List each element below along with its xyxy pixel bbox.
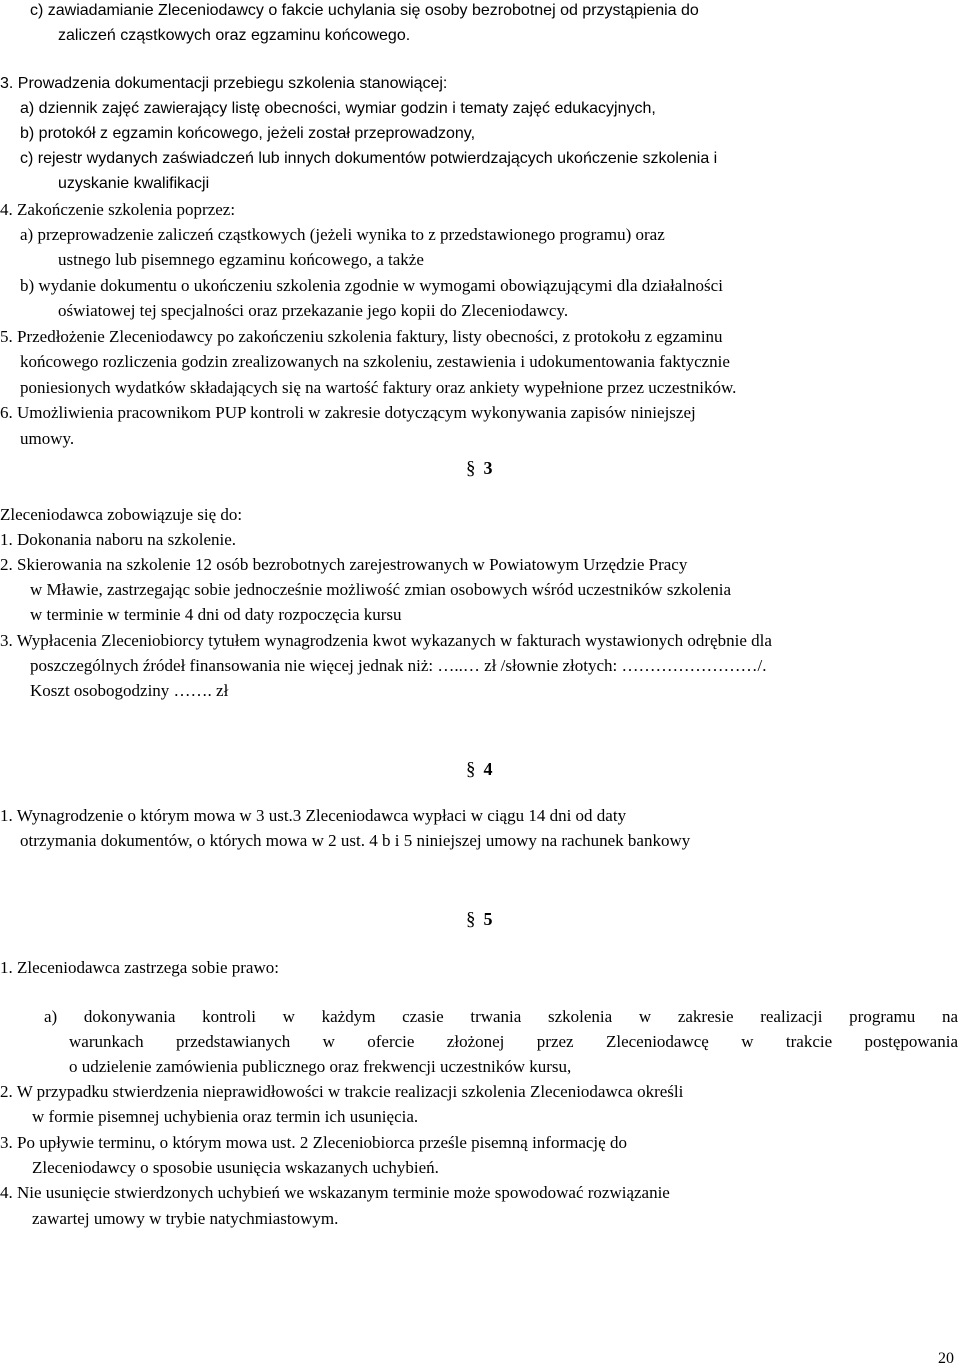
item-4-b-line-1: b) wydanie dokumentu o ukończeniu szkolenia zgodnie w wymogami obowiązującymi dla działalności	[20, 276, 723, 295]
section-number: 3	[483, 458, 493, 478]
section-5-item-1-a-line-2: warunkach przedstawianych w ofercie złożonej przez Zleceniodawcę w trakcie postępowania	[69, 1032, 958, 1051]
section-3-item-2-line-1: 2. Skierowania na szkolenie 12 osób bezrobotnych zarejestrowanych w Powiatowym Urzędzie Pracy	[0, 555, 688, 574]
section-sign: §	[466, 458, 476, 479]
item-3-c-line-2: uzyskanie kwalifikacji	[58, 175, 210, 192]
item-3-heading: 3. Prowadzenia dokumentacji przebiegu szkolenia stanowiącej:	[0, 75, 448, 92]
item-4-heading: 4. Zakończenie szkolenia poprzez:	[0, 200, 236, 219]
section-3-item-3-line-3: Koszt osobogodziny ……. zł	[30, 681, 229, 700]
section-3-item-2-line-2: w Mławie, zastrzegając sobie jednocześnie możliwość zmian osobowych wśród uczestników szkolenia	[30, 580, 732, 599]
item-5-line-2: końcowego rozliczenia godzin zrealizowanych na szkoleniu, zestawienia i udokumentowania faktycznie	[20, 352, 730, 371]
section-sign: §	[466, 909, 476, 930]
section-sign: §	[466, 759, 476, 780]
section-4-heading	[466, 757, 493, 783]
section-5-item-2-line-1: 2. W przypadku stwierdzenia nieprawidłowości w trakcie realizacji szkolenia Zleceniodawca określi	[0, 1082, 684, 1101]
item-3-b: b) protokół z egzamin końcowego, jeżeli został przeprowadzony,	[20, 125, 476, 142]
item-4-b-line-2: oświatowej tej specjalności oraz przekazanie jego kopii do Zleceniodawcy.	[58, 301, 569, 320]
section-5-heading	[466, 907, 493, 933]
section-3-intro: Zleceniodawca zobowiązuje się do:	[0, 505, 243, 524]
section-5-item-3-line-2: Zleceniodawcy o sposobie usunięcia wskazanych uchybień.	[32, 1158, 439, 1177]
section-5-item-4-line-2: zawartej umowy w trybie natychmiastowym.	[32, 1209, 339, 1228]
section-3-item-3-line-2: poszczególnych źródeł finansowania nie więcej jednak niż: …..… zł /słownie złotych: ……………………/.	[30, 656, 767, 675]
item-5-line-3: poniesionych wydatków składających się na wartość faktury oraz ankiety wypełnione przez uczestników.	[20, 378, 737, 397]
item-4-a-line-2: ustnego lub pisemnego egzaminu końcowego, a także	[58, 250, 424, 269]
section-3-heading	[466, 456, 493, 482]
section-5-item-1-a-line-1: a) dokonywania kontroli w każdym czasie trwania szkolenia w zakresie realizacji programu na	[44, 1007, 958, 1026]
section-number: 4	[483, 759, 493, 779]
section-4-item-1-line-1: 1. Wynagrodzenie o którym mowa w 3 ust.3 Zleceniodawca wypłaci w ciągu 14 dni od daty	[0, 806, 627, 825]
section-5-item-2-line-2: w formie pisemnej uchybienia oraz termin ich usunięcia.	[32, 1107, 419, 1126]
item-3-a: a) dziennik zajęć zawierający listę obecności, wymiar godzin i tematy zajęć edukacyjnych,	[20, 100, 656, 117]
item-6-line-1: 6. Umożliwienia pracownikom PUP kontroli w zakresie dotyczącym wykonywania zapisów niniejszej	[0, 403, 696, 422]
section-5-item-3-line-1: 3. Po upływie terminu, o którym mowa ust. 2 Zleceniobiorca prześle pisemną informację do	[0, 1133, 627, 1152]
section-5-item-1-a-line-3: o udzielenie zamówienia publicznego oraz frekwencji uczestników kursu,	[69, 1057, 572, 1076]
section-3-item-3-line-1: 3. Wypłacenia Zleceniobiorcy tytułem wynagrodzenia kwot wykazanych w fakturach wystawionych odrębnie dla	[0, 631, 772, 650]
item-c-line-1: c) zawiadamianie Zleceniodawcy o fakcie uchylania się osoby bezrobotnej od przystąpienia do	[30, 2, 699, 19]
page-number: 20	[938, 1350, 954, 1367]
section-4-item-1-line-2: otrzymania dokumentów, o których mowa w 2 ust. 4 b i 5 niniejszej umowy na rachunek bankowy	[20, 831, 691, 850]
section-3-item-1: 1. Dokonania naboru na szkolenie.	[0, 530, 237, 549]
section-5-item-1: 1. Zleceniodawca zastrzega sobie prawo:	[0, 958, 279, 977]
item-3-c-line-1: c) rejestr wydanych zaświadczeń lub innych dokumentów potwierdzających ukończenie szkolenia i	[20, 150, 718, 167]
item-5-line-1: 5. Przedłożenie Zleceniodawcy po zakończeniu szkolenia faktury, listy obecności, z protokołu z egzaminu	[0, 327, 723, 346]
section-3-item-2-line-3: w terminie w terminie 4 dni od daty rozpoczęcia kursu	[30, 605, 402, 624]
section-5-item-4-line-1: 4. Nie usunięcie stwierdzonych uchybień we wskazanym terminie może spowodować rozwiązanie	[0, 1183, 670, 1202]
item-6-line-2: umowy.	[20, 429, 75, 448]
item-c-line-2: zaliczeń cząstkowych oraz egzaminu końcowego.	[58, 27, 411, 44]
section-number: 5	[483, 909, 493, 929]
item-4-a-line-1: a) przeprowadzenie zaliczeń cząstkowych (jeżeli wynika to z przedstawionego programu) oraz	[20, 225, 665, 244]
